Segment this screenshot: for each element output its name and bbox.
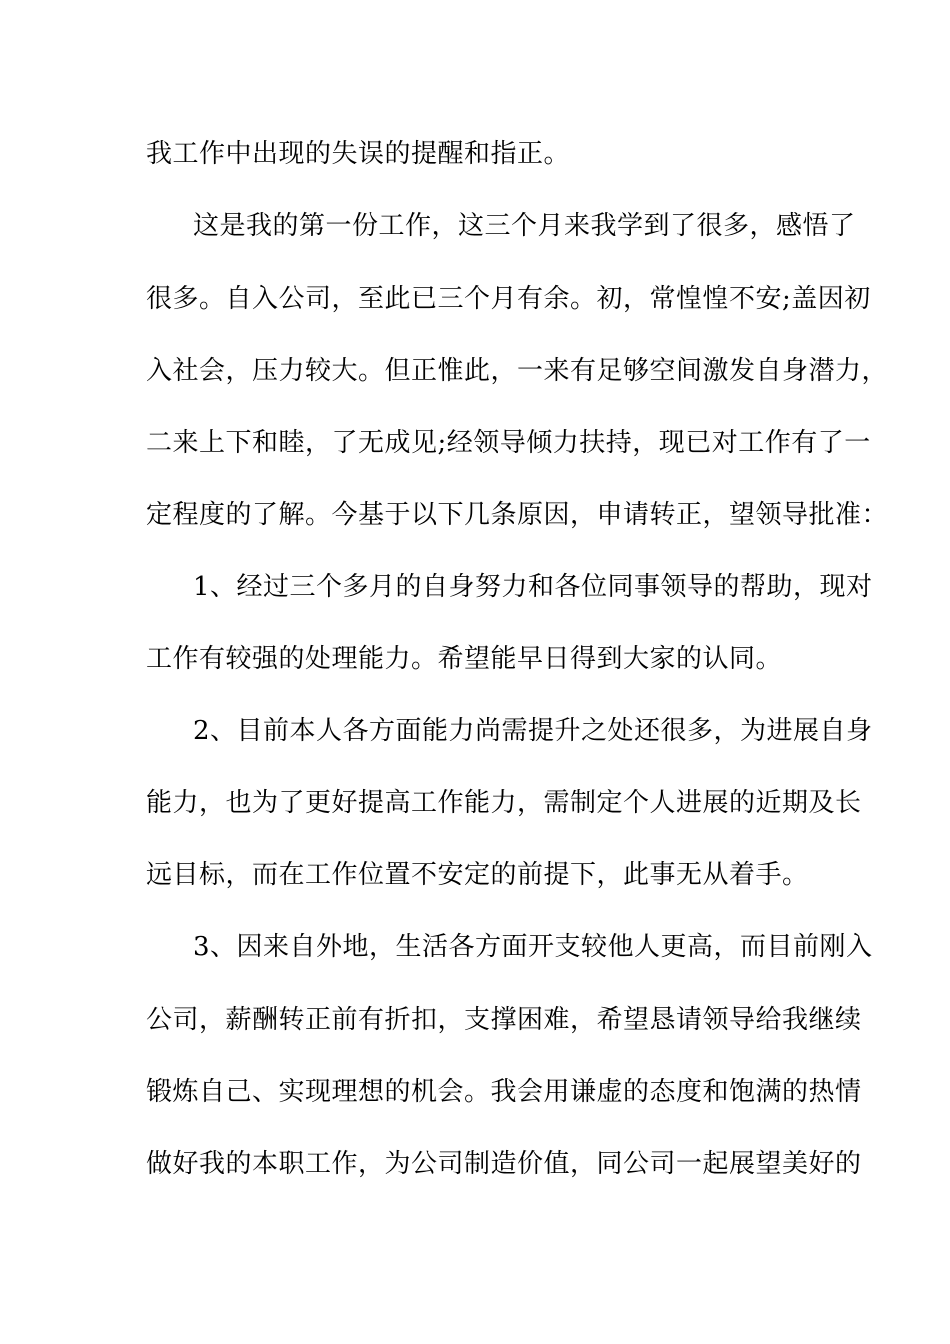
text-line-12: 3、因来自外地，生活各方面开支较他人更高，而目前刚入 <box>193 932 873 962</box>
text-line-4: 入社会，压力较大。但正惟此，一来有足够空间激发自身潜力， <box>146 356 889 386</box>
text-line-11: 远目标，而在工作位置不安定的前提下，此事无从着手。 <box>146 860 809 890</box>
text-line-15: 做好我的本职工作，为公司制造价值，同公司一起展望美好的 <box>146 1149 862 1179</box>
text-line-7: 1、经过三个多月的自身努力和各位同事领导的帮助，现对 <box>193 572 873 602</box>
text-line-3: 很多。自入公司，至此已三个月有余。初，常惶惶不安;盖因初 <box>146 284 871 314</box>
text-line-9: 2、目前本人各方面能力尚需提升之处还很多，为进展自身 <box>193 716 873 746</box>
text-line-14: 锻炼自己、实现理想的机会。我会用谦虚的态度和饱满的热情 <box>146 1077 862 1107</box>
text-line-6: 定程度的了解。今基于以下几条原因，申请转正，望领导批准： <box>146 500 889 530</box>
text-line-10: 能力，也为了更好提高工作能力，需制定个人进展的近期及长 <box>146 788 862 818</box>
text-line-1: 我工作中出现的失误的提醒和指正。 <box>146 139 571 169</box>
text-line-5: 二来上下和睦，了无成见;经领导倾力扶持，现已对工作有了一 <box>146 428 871 458</box>
text-line-8: 工作有较强的处理能力。希望能早日得到大家的认同。 <box>146 644 783 674</box>
text-line-2: 这是我的第一份工作，这三个月来我学到了很多，感悟了 <box>193 211 856 241</box>
text-line-13: 公司，薪酬转正前有折扣，支撑困难，希望恳请领导给我继续 <box>146 1005 862 1035</box>
